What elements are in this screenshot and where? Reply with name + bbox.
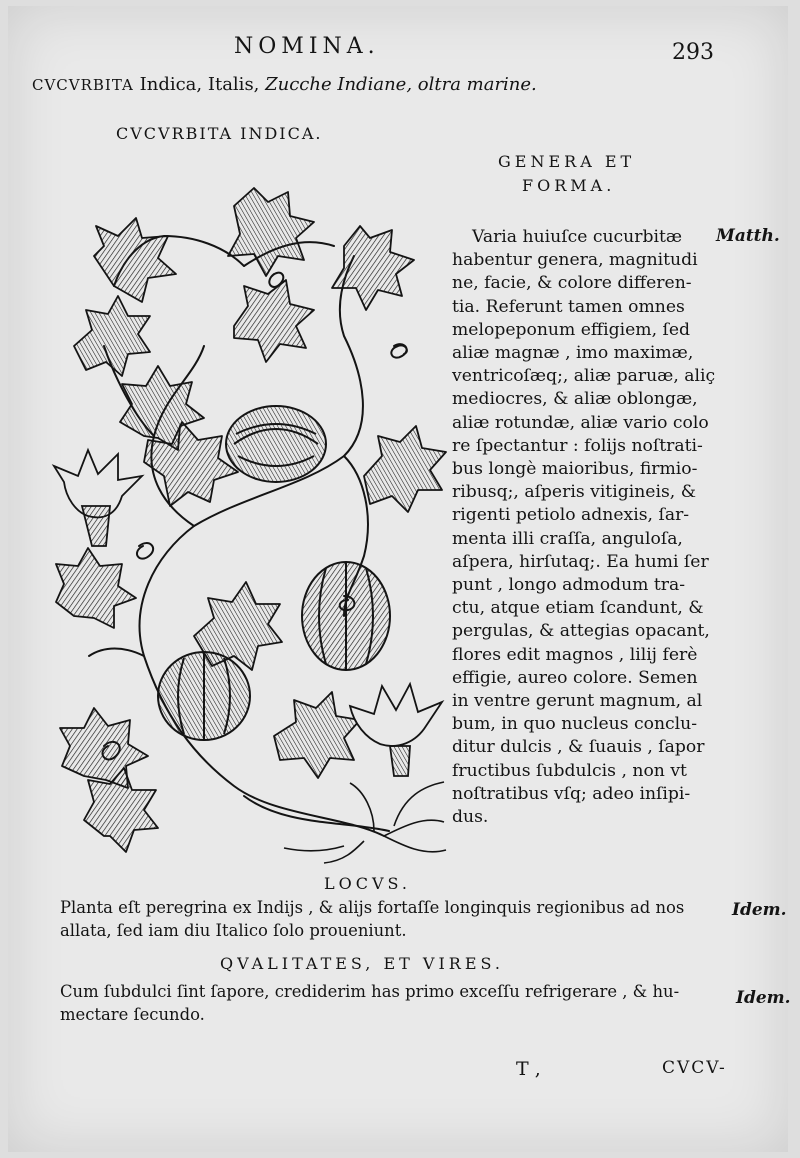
- paragraph-line: rigenti petiolo adnexis, ſar-: [452, 505, 690, 526]
- paragraph-line: flores edit magnos , lilij ferè: [452, 644, 698, 665]
- locus-paragraph: [60, 896, 684, 942]
- paragraph-line: ditur dulcis , & ſuauis , ſapor: [452, 737, 705, 758]
- running-head: NOMINA.: [234, 34, 380, 59]
- title-roman-text: Indica, Italis,: [133, 74, 266, 95]
- figure-caption: CVCVRBITA INDICA.: [116, 124, 323, 143]
- paragraph-line: ne, facie, & colore differen-: [452, 273, 692, 294]
- paragraph-line: bum, in quo nucleus conclu-: [452, 714, 698, 735]
- paragraph-line: melopeponum effigiem, ſed: [452, 319, 691, 340]
- section-heading-forma: FORMA.: [522, 176, 616, 195]
- paragraph-line: Cum ſubdulci ſint ſapore, crediderim has primo exceſſu refrigerare , & hu-: [60, 982, 680, 1001]
- paragraph-line: aliæ rotundæ, aliæ vario colo: [452, 412, 709, 433]
- catchword: CVCV-: [662, 1058, 727, 1078]
- paragraph-line: ribusq;, aſperis vitigineis, &: [452, 482, 696, 503]
- paragraph-line: fructibus ſubdulcis , non vt: [452, 760, 687, 781]
- paragraph-line: bus longè maioribus, firmio-: [452, 459, 698, 480]
- paragraph-line: effigie, aureo colore. Semen: [452, 667, 698, 688]
- paragraph-line: allata, ſed iam diu Italico ſolo proueniunt.: [60, 921, 407, 940]
- paragraph-line: Varia huiuſce cucurbitæ: [472, 227, 683, 247]
- qualitates-paragraph: [60, 980, 679, 1026]
- margin-note-matth: Matth.: [716, 226, 780, 246]
- paragraph-line: tia. Referunt tamen omnes: [452, 296, 685, 317]
- book-page: [8, 6, 791, 1152]
- paragraph-line: mediocres, & aliæ oblongæ,: [452, 389, 698, 410]
- paragraph-line: re ſpectantur : folijs noſtrati-: [452, 435, 703, 456]
- paragraph-line: in ventre gerunt magnum, al: [452, 691, 703, 712]
- paragraph-line: ventricoſæq;, aliæ paruæ, aliç: [452, 366, 716, 387]
- paragraph-line: pergulas, & attegias opacant,: [452, 621, 710, 642]
- pumpkin-woodcut-illustration: [44, 176, 454, 866]
- plant-title-line: [32, 74, 537, 95]
- latin-name: CVCVRBITA: [32, 76, 134, 94]
- paragraph-line: aliæ magnæ , imo maximæ,: [452, 343, 694, 364]
- paragraph-line: mectare ſecundo.: [60, 1005, 205, 1024]
- paragraph-line: Planta eſt peregrina ex Indijs , & alijs fortaſſe longinquis regionibus ad nos: [60, 898, 685, 917]
- section-heading-genera: GENERA ET: [498, 152, 636, 171]
- italian-name: Zucche Indiane, oltra marine.: [265, 74, 537, 95]
- paragraph-line: noſtratibus vſq; adeo inſipi-: [452, 783, 691, 804]
- paragraph-line: punt , longo admodum tra-: [452, 575, 686, 596]
- genera-forma-paragraph: [452, 226, 742, 829]
- paragraph-line: aſpera, hirſutaq;. Ea humi ſer: [452, 551, 709, 572]
- margin-note-idem-locus: Idem.: [732, 900, 787, 920]
- section-heading-locus: LOCVS.: [324, 874, 412, 893]
- signature-mark: T ,: [516, 1058, 541, 1080]
- paragraph-line: habentur genera, magnitudi: [452, 250, 698, 271]
- paragraph-line: menta illi craſſa, anguloſa,: [452, 528, 683, 549]
- margin-note-idem-qualitates: Idem.: [736, 988, 791, 1008]
- paragraph-line: dus.: [452, 807, 489, 828]
- section-heading-qualitates: QVALITATES, ET VIRES.: [220, 954, 504, 973]
- paragraph-line: ctu, atque etiam ſcandunt, &: [452, 598, 704, 619]
- page-number: 293: [672, 40, 714, 65]
